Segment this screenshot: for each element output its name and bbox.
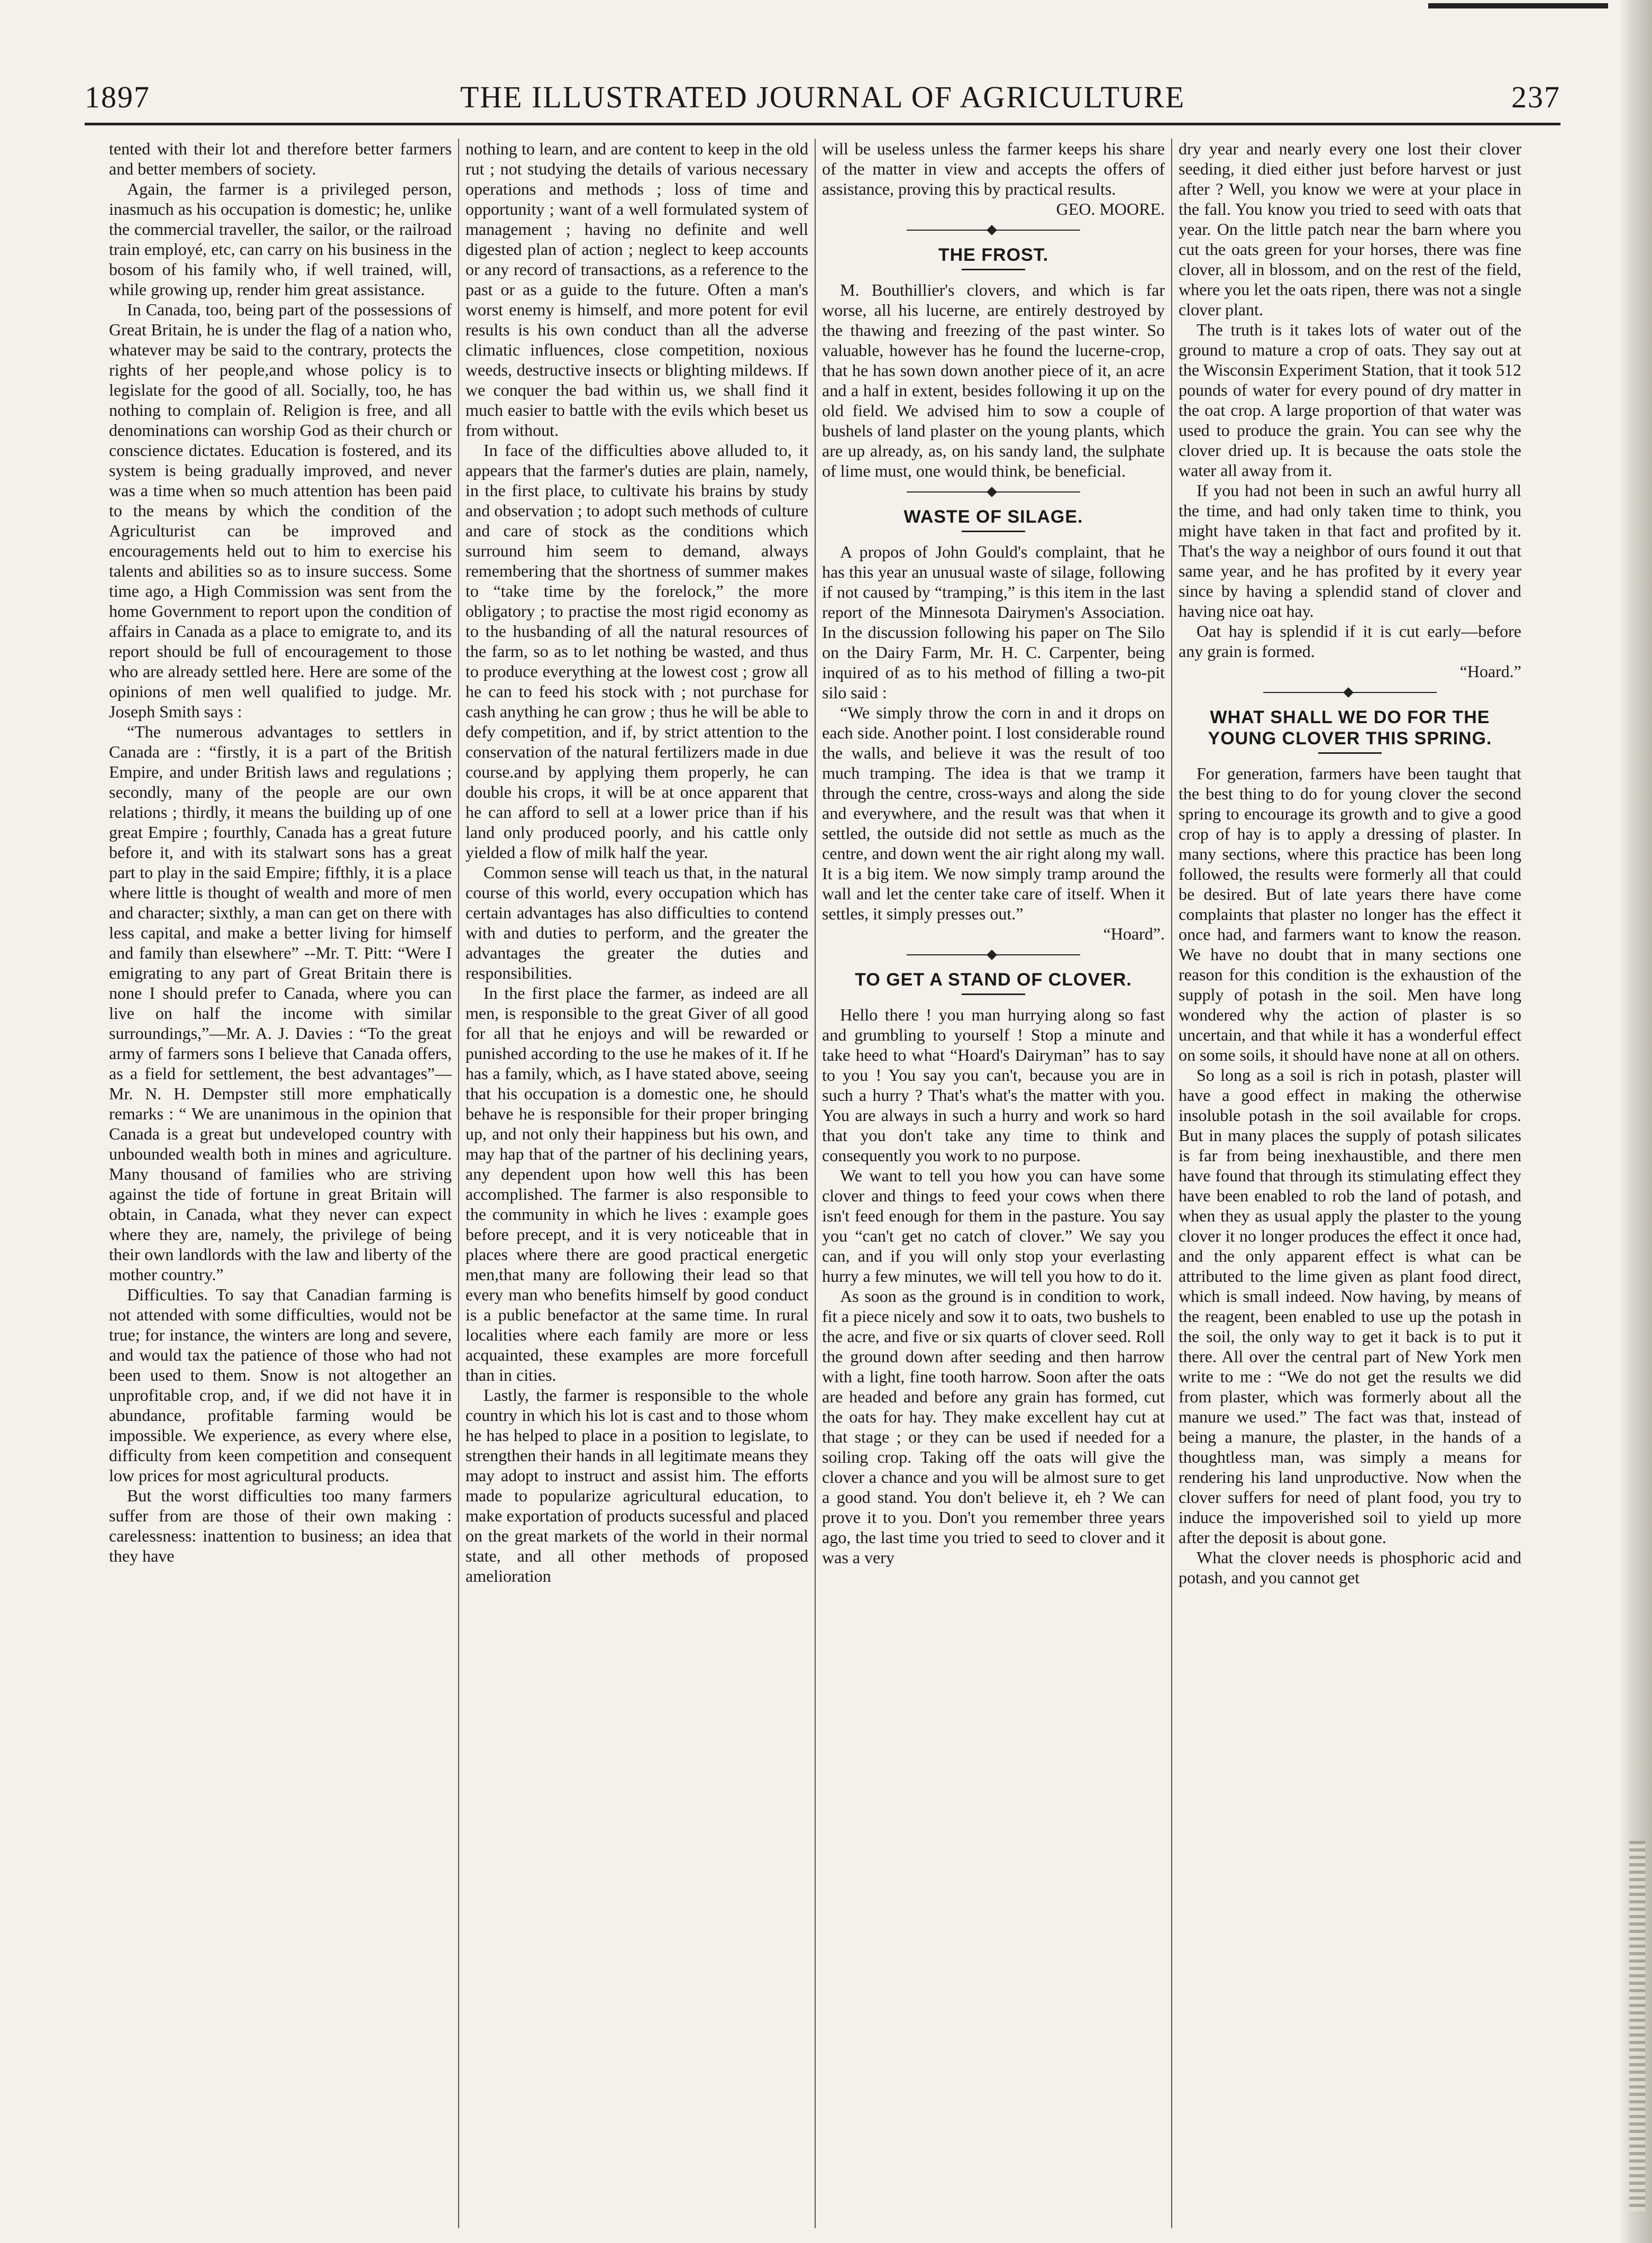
paragraph: Again, the farmer is a privileged person, inasmuch as his occupation is domestic; he, unlike the commercial traveller, the sailor, or the railroad train employé, etc, can carry on his business in the bosom of his family who, if well trained, will, while growing up, render him great assistance. xyxy=(109,179,452,299)
paragraph: The truth is it takes lots of water out of the ground to mature a crop of oats. They say out at the Wisconsin Experiment Station, that it took 512 pounds of water for every pound of dry matter in the oat crop. A large proportion of that water was used to produce the grain. You can see why the clover dried up. It is because the oats stole the water all away from it. xyxy=(1179,320,1521,480)
signature: “Hoard.” xyxy=(1459,662,1521,681)
signature: GEO. MOORE. xyxy=(1056,199,1165,218)
paragraph: Difficulties. To say that Canadian farming is not attended with some difficulties, would not be true; for instance, the winters are long and severe, and would tax the patience of those who had not been used to them. Snow is not altogether an unprofitable crop, and, if we did not have it in abundance, profitable farming would be impossible. We experience, as every where else, difficulty from keen competition and consequent low prices for most agricultural products. xyxy=(109,1285,452,1485)
header-year: 1897 xyxy=(85,80,150,114)
paragraph: “The numerous advantages to settlers in Canada are : “firstly, it is a part of the British Empire, and under British laws and regulations ; secondly, many of the people are our own relations ; thirdly, it means the building up of one great Empire ; fourthly, Canada has a great future before it, and with its stalwart sons has a great part to play in the said Empire; fifthly, it is a place where little is thought of wealth and more of men and character; sixthly, a man can get on there with less capital, and make a better living for himself and family than elsewhere” --Mr. T. Pitt: “Were I emigrating to any part of Great Britain there is none I should prefer to Canada, where you can live on half the income with similar surroundings,”—Mr. A. J. Davies : “To the great army of farmers sons I believe that Canada offers, as a field for settlement, the best advantages”—Mr. N. H. Dempster still more emphatically remarks : “ We are unanimous in the opinion that Canada is a great but undeveloped country with unbounded wealth both in mines and agriculture. Many thousand of families who are striving against the tide of fortune in great Britain will obtain, in Canada, what they never can expect where they are, namely, the privilege of being their own landlords with the law and liberty of the mother country.” xyxy=(109,722,452,1284)
heading-rule xyxy=(962,269,1025,270)
column-1 xyxy=(109,139,452,2228)
paragraph: As soon as the ground is in condition to work, fit a piece nicely and sow it to oats, two bushels to the acre, and five or six quarts of clover seed. Roll the ground down after seeding and then harrow with a light, fine tooth harrow. Soon after the oats are headed and before any grain has formed, cut the oats for hay. They make excellent hay cut at that stage ; or they can be used if needed for a soiling crop. Taking off the oats will give the clover a chance and you will be almost sure to get a good stand. You don't believe it, eh ? We can prove it to you. Don't you remember three years ago, the last time you tried to seed to clover and it was a very xyxy=(822,1287,1165,1567)
paragraph: tented with their lot and therefore better farmers and better members of society. xyxy=(109,139,452,178)
paragraph: A propos of John Gould's complaint, that he has this year an unusual waste of silage, following if not caused by “tramping,” is this item in the last report of the Minnesota Dairymen's Association. In the discussion following his paper on The Silo on the Dairy Farm, Mr. H. C. Carpenter, being inquired of as to his method of filling a two-pit silo said : xyxy=(822,542,1165,702)
column-rule xyxy=(815,139,816,2228)
article-heading-clover: TO GET A STAND OF CLOVER. xyxy=(855,970,1132,990)
paragraph: Oat hay is splendid if it is cut early—before any grain is formed. xyxy=(1179,622,1521,661)
signature: “Hoard”. xyxy=(1103,924,1165,943)
journal-title: THE ILLUSTRATED JOURNAL OF AGRICULTURE xyxy=(460,80,1185,114)
paragraph: For generation, farmers have been taught that the best thing to do for young clover the second spring to encourage its growth and to give a good crop of hay is to apply a dressing of plaster. In many sections, where this practice has been long followed, the results were formerly all that could be desired. But of late years there have come complaints that plaster no longer has the effect it once had, and farmers want to know the reason. We have no doubt that in many sections one reason for this condition is the exhaustion of the supply of potash in the soil. Men have long wondered why the action of plaster is so uncertain, and that while it has a wonderful effect on some soils, it should have none at all on others. xyxy=(1179,764,1521,1064)
heading-rule xyxy=(962,531,1025,532)
paragraph: will be useless unless the farmer keeps his share of the matter in view and accepts the offers of assistance, proving this by practical results. xyxy=(822,139,1165,198)
page-number: 237 xyxy=(1511,80,1560,114)
paragraph: Hello there ! you man hurrying along so fast and grumbling to yourself ! Stop a minute and take heed to what “Hoard's Dairyman” has to say to you ! You say you can't, because you are in such a hurry ? That's what's the matter with you. You are always in such a hurry and work so hard that you don't take any time to think and consequently you work to no purpose. xyxy=(822,1005,1165,1165)
paragraph: In face of the difficulties above alluded to, it appears that the farmer's duties are plain, namely, in the first place, to cultivate his brains by study and observation ; to adopt such methods of culture and care of stock as the conditions which surround him seem to demand, always remembering that the shortness of summer makes to “take time by the forelock,” the more obligatory ; to practise the most rigid economy as to the husbanding of all the natural resources of the farm, so as to let nothing be wasted, and thus to produce everything at the lowest cost ; grow all he can to feed his stock with ; not purchase for cash anything he can grow ; thus he will be able to defy competition, and if, by strict attention to the conservation of the natural fertilizers made in due course.and by applying them properly, he can double his crops, it will be at once apparent that he can afford to sell at a lower price than if his land only produced poorly, and his cattle only yielded a flow of milk half the year. xyxy=(466,441,808,862)
heading-rule xyxy=(1318,752,1382,754)
section-separator xyxy=(822,946,1165,964)
column-4 xyxy=(1179,139,1521,2228)
binding-edge-marks xyxy=(1629,1841,1645,2211)
paragraph: In Canada, too, being part of the possessions of Great Britain, he is under the flag of a nation who, whatever may be said to the contrary, protects the rights of her people,and whose policy is to legislate for the good of all. Socially, too, he has nothing to complain of. Religion is free, and all denominations can worship God as their church or conscience dictates. Education is fostered, and its system is being gradually improved, and never was a time when so much attention has been paid to the means by which the condition of the Agriculturist can be improved and encouragements held out to him to exercise his talents and abilities so as to insure success. Some time ago, a High Commission was sent from the home Government to report upon the condition of affairs in Canada as a place to emigrate to, and its report should be full of encouragement to those who are already settled here. Here are some of the opinions of men well qualified to judge. Mr. Joseph Smith says : xyxy=(109,300,452,721)
paragraph: Common sense will teach us that, in the natural course of this world, every occupation which has certain advantages has also difficulties to contend with and duties to perform, and the greater the advantages the greater the duties and responsibilities. xyxy=(466,863,808,982)
paragraph: In the first place the farmer, as indeed are all men, is responsible to the great Giver of all good for all that he enjoys and will be rewarded or punished according to the use he makes of it. If he has a family, which, as I have stated above, seeing that his occupation is a domestic one, he should behave he is responsible for their proper bringing up, and not only their happiness but his own, and may hap that of the partner of his declining years, any dependent upon how well this has been accomplished. The farmer is also responsible to the community in which he lives : example goes before precept, and it is very noticeable that in places where there are good practical energetic men,that many are following their lead so that every man who benefits himself by good conduct is a public benefactor at the same time. In rural localities where each family are more or less acquainted, these examples are more forcefull than in cities. xyxy=(466,983,808,1384)
paragraph: We want to tell you how you can have some clover and things to feed your cows when there isn't feed enough for them in the pasture. You say you “can't get no catch of clover.” We say you can, and if you will only stop your everlasting hurry a few minutes, we will tell you how to do it. xyxy=(822,1166,1165,1285)
paragraph: nothing to learn, and are content to keep in the old rut ; not studying the details of various necessary operations and methods ; loss of time and opportunity ; want of a well formulated system of management ; having no definite and well digested plan of action ; neglect to keep accounts or any record of transactions, as a reference to the past or as a guide to the future. Often a man's worst enemy is himself, and more potent for evil results is his own conduct than all the adverse climatic influences, close competition, noxious weeds, destructive insects or blighting mildews. If we conquer the bad within us, we shall find it much easier to battle with the evils which beset us from without. xyxy=(466,139,808,440)
paragraph: But the worst difficulties too many farmers suffer from are those of their own making : carelessness: inattention to business; an idea that they have xyxy=(109,1486,452,1565)
article-heading-frost: THE FROST. xyxy=(938,245,1049,265)
section-separator xyxy=(822,483,1165,501)
paragraph: M. Bouthillier's clovers, and which is far worse, all his lucerne, are entirely destroyed by the thawing and freezing of the past winter. So valuable, however has he found the lucerne-crop, that he has sown down another piece of it, an acre and a half in extent, besides following it up on the old field. We advised him to sow a couple of bushels of land plaster on the young plants, which are up already, as, on his sandy land, the sulphate of lime must, one would think, be beneficial. xyxy=(822,280,1165,480)
section-separator xyxy=(1179,683,1521,701)
paragraph: “We simply throw the corn in and it drops on each side. Another point. I lost considerable round the walls, and believe it was the result of too much tramping. The idea is that we tramp it through the centre, cross-ways and along the side and everywhere, and the result was that when it settled, the outside did not settle as much as the centre, and down went the air right along my wall. It is a big item. We now simply tramp around the wall and let the center take care of itself. When it settles, it simply presses out.” xyxy=(822,703,1165,923)
paragraph: dry year and nearly every one lost their clover seeding, it died either just before harvest or just after ? Well, you know we were at your place in the fall. You know you tried to seed with oats that year. On the little patch near the barn where you cut the oats green for your horses, there was fine clover, all in blossom, and on the rest of the field, where you let the oats ripen, there was not a single clover plant. xyxy=(1179,139,1521,319)
paragraph: So long as a soil is rich in potash, plaster will have a good effect in making the otherwise insoluble potash in the soil available for crops. But in many places the supply of potash silicates is far from being inexhaustible, and there men have found that through its stimulating effect they have been enabled to rob the land of potash, and when they as usual apply the plaster to the young clover it no longer produces the effect it once had, and the only apparent effect is what can be attributed to the lime given as plant food direct, which is small indeed. Now having, by means of the reagent, been enabled to use up the potash in the soil, the only way to get it back is to put it there. All over the central part of New York men write to me : “We do not get the results we did from plaster, which was formerly about all the manure we used.” The fact was that, instead of being a manure, the plaster, in the hands of a thoughtless man, was simply a means for rendering his land unproductive. Now when the clover suffers for need of plant food, you try to induce the impoverished soil to yield up more after the deposit is about gone. xyxy=(1179,1065,1521,1547)
article-heading-silage: WASTE OF SILAGE. xyxy=(903,507,1083,527)
column-rule xyxy=(1171,139,1172,2228)
paragraph: Lastly, the farmer is responsible to the whole country in which his lot is cast and to those whom he has helped to place in a position to legislate, to strengthen their hands in all legitimate means they may adopt to instruct and assist him. The efforts made to popularize agricultural education, to make exportation of products sucessful and placed on the great markets of the world in their normal state, and all other methods of proposed amelioration xyxy=(466,1385,808,1585)
article-heading-young-clover: WHAT SHALL WE DO FOR THE YOUNG CLOVER THIS SPRING. xyxy=(1208,707,1492,749)
top-edge-rule xyxy=(1428,3,1608,8)
paragraph: What the clover needs is phosphoric acid and potash, and you cannot get xyxy=(1179,1548,1521,1587)
heading-rule xyxy=(962,993,1025,995)
column-2 xyxy=(466,139,808,2228)
header-rule xyxy=(85,123,1560,125)
paragraph: If you had not been in such an awful hurry all the time, and had only taken time to think, you might have taken in that fact and profited by it. That's the way a neighbor of ours found it out that same year, and he has profited by it every year since by having a splendid stand of clover and having nice oat hay. xyxy=(1179,481,1521,621)
page-header xyxy=(85,79,1560,122)
column-rule xyxy=(458,139,459,2228)
column-3 xyxy=(822,139,1165,2228)
section-separator xyxy=(822,221,1165,239)
